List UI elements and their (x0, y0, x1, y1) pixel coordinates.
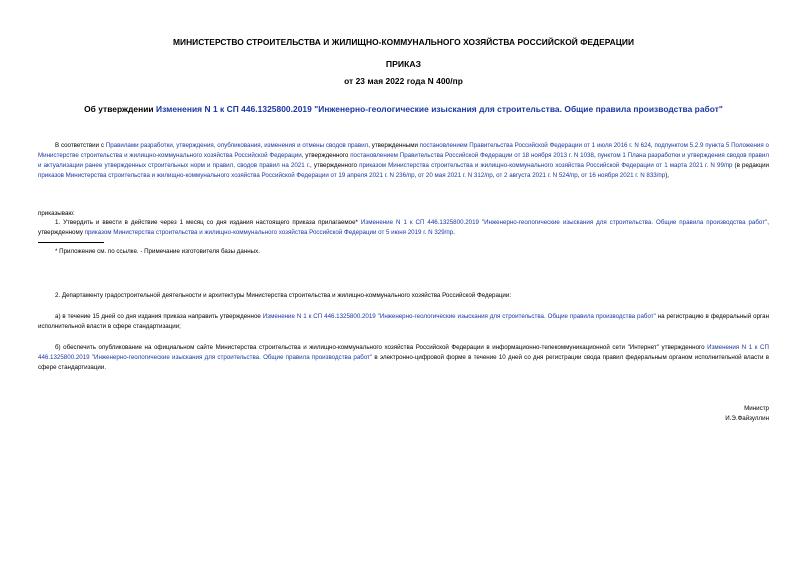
link-subclause-5-2-9[interactable]: подпунктом 5.2.9 пункта 5 Положения о Министерстве строительства и жилищно-коммунального хозяйства Российской Федерации (38, 142, 769, 159)
intro-text: , (593, 152, 598, 159)
intro-text: , утвержденного (301, 152, 351, 159)
link-order-329[interactable]: приказом Министерства строительства и жилищно-коммунального хозяйства Российской Федерации от 5 июня 2019 г. N 329/пр (84, 229, 454, 236)
link-amendment-1-registration[interactable]: Изменение N 1 к СП 446.1325800.2019 "Инженерно-геологические изыскания для строительства. Общие правила производства работ" (262, 313, 656, 320)
subject-link[interactable]: Изменения N 1 к СП 446.1325800.2019 "Инженерно-геологические изыскания для строительства. Общие правила производства работ" (156, 104, 723, 114)
intro-text: , утвержденного (310, 162, 360, 169)
item-1-paragraph (38, 218, 769, 238)
item-b-paragraph (38, 343, 769, 373)
intro-text: ), (665, 172, 670, 179)
intro-text: (в редакции (732, 162, 769, 169)
ministry-title: МИНИСТЕРСТВО СТРОИТЕЛЬСТВА И ЖИЛИЩНО-КОММУНАЛЬНОГО ХОЗЯЙСТВА РОССИЙСКОЙ ФЕДЕРАЦИИ (172, 37, 635, 47)
item-1-text: , утвержденному (38, 219, 769, 236)
link-amendment-1[interactable]: Изменение N 1 к СП 446.1325800.2019 "Инженерно-геологические изыскания для строительства. Общие правила производства работ" (360, 219, 768, 226)
document-subject (0, 104, 807, 114)
intro-paragraph (38, 141, 769, 181)
footnote-divider (38, 242, 104, 243)
signatory-name: И.Э.Файзуллин (725, 415, 769, 422)
signatory-title: Министр (744, 405, 769, 412)
link-order-524[interactable]: от 2 августа 2021 г. N 524/пр (496, 172, 578, 179)
link-rules[interactable]: Правилами разработки, утверждения, опубликования, изменения и отмены сводов правил (105, 142, 369, 149)
link-order-833[interactable]: от 16 ноября 2021 г. N 833/пр (581, 172, 666, 179)
footnote: * Приложение см. по ссылке. - Примечание изготовителя базы данных. (55, 248, 260, 255)
item-a-text: на регистрацию в федеральный орган исполнительной власти в сфере стандартизации; (38, 313, 769, 330)
orders-word: приказываю: (38, 210, 75, 217)
item-1-text: 1. Утвердить и ввести в действие через 1 месяц со дня издания настоящего приказа прилагаемое* (55, 219, 361, 226)
intro-text: , (492, 172, 497, 179)
intro-text: , (577, 172, 582, 179)
document-type: ПРИКАЗ (385, 59, 422, 69)
item-1-text: . (453, 229, 455, 236)
subject-prefix: Об утверждении (84, 104, 156, 114)
intro-text: , (650, 142, 655, 149)
link-order-312[interactable]: от 20 мая 2021 г. N 312/пр (418, 172, 493, 179)
item-b-text: б) обеспечить опубликование на официальном сайте Министерства строительства и жилищно-коммунального хозяйства Российской Федерации в информационно-телекоммуникационной сети "Интернет" утвержденного (55, 344, 708, 351)
link-resolution-624[interactable]: постановлением Правительства Российской Федерации от 1 июля 2016 г. N 624 (419, 142, 651, 149)
item-b-text: в электронно-цифровой форме в течение 10 дней со дня регистрации свода правил федеральным органом исполнительной власти в сфере стандартизации. (38, 354, 769, 371)
item-a-text: а) в течение 15 дней со дня издания приказа направить утвержденное (55, 313, 263, 320)
link-resolution-1038[interactable]: постановлением Правительства Российской Федерации от 18 ноября 2013 г. N 1038 (350, 152, 594, 159)
link-order-99[interactable]: приказом Министерства строительства и жилищно-коммунального хозяйства Российской Федерации от 1 марта 2021 г. N 99/пр (359, 162, 733, 169)
item-2-paragraph: 2. Департаменту градостроительной деятельности и архитектуры Министерства строительства и жилищно-коммунального хозяйства Российской Федерации: (55, 292, 512, 299)
intro-text: В соответствии с (55, 142, 106, 149)
intro-text: , (414, 172, 419, 179)
item-a-paragraph (38, 312, 769, 332)
link-amendment-1-publication[interactable]: Изменения N 1 к СП 446.1325800.2019 "Инженерно-геологические изыскания для строительства. Общие правила производства работ" (38, 344, 769, 361)
document-date-number: от 23 мая 2022 года N 400/пр (344, 76, 463, 86)
link-order-236[interactable]: приказов Министерства строительства и жилищно-коммунального хозяйства Российской Федерации от 19 апреля 2021 г. N 236/пр (38, 172, 415, 179)
intro-text: , утвержденными (368, 142, 420, 149)
signature-block (725, 404, 769, 424)
link-plan-clause-1[interactable]: пунктом 1 Плана разработки и утверждения сводов правил и актуализации ранее утвержденных строительных норм и правил, сводов правил на 2021 г. (38, 152, 769, 169)
